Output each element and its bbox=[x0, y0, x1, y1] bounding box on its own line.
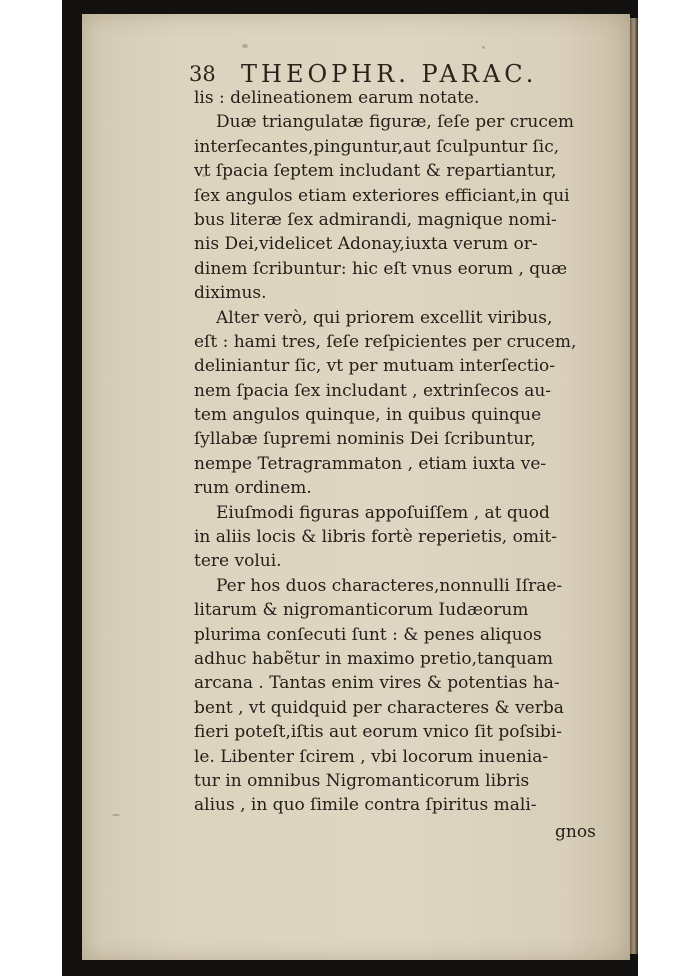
text-line: rum ordinem. bbox=[194, 478, 312, 499]
text-line: fieri poteſt,iſtis aut eorum vnico ſit poſsibi- bbox=[194, 722, 562, 743]
text-line: ſyllabæ ſupremi nominis Dei ſcribuntur, bbox=[194, 429, 536, 450]
page-number: 38 bbox=[189, 62, 216, 86]
text-line: nempe Tetragrammaton , etiam iuxta ve- bbox=[194, 453, 547, 474]
text-line: Duæ triangulatæ figuræ, ſeſe per crucem bbox=[216, 112, 575, 133]
text-line: diximus. bbox=[194, 283, 267, 304]
text-line: Alter verò, qui priorem excellit viribus, bbox=[216, 307, 553, 328]
text-line: adhuc habẽtur in maximo pretio,tanquam bbox=[194, 648, 553, 669]
text-line: tere volui. bbox=[194, 551, 282, 572]
page-fore-edge bbox=[630, 18, 638, 954]
text-line: eſt : hami tres, ſeſe reſpicientes per crucem, bbox=[194, 331, 577, 352]
text-line: vt ſpacia ſeptem includant & repartiantur, bbox=[194, 161, 557, 182]
text-line: bent , vt quidquid per characteres & verba bbox=[194, 697, 564, 718]
text-line: lis : delineationem earum notate. bbox=[194, 88, 480, 108]
text-line: alius , in quo ſimile contra ſpiritus mali- bbox=[194, 795, 537, 816]
paper-speck bbox=[112, 814, 120, 816]
text-line: plurima conſecuti ſunt : & penes aliquos bbox=[194, 624, 542, 645]
text-line: bus literæ ſex admirandi, magnique nomi- bbox=[194, 209, 557, 230]
body-text bbox=[194, 86, 604, 818]
text-line: arcana . Tantas enim vires & potentias ha- bbox=[194, 673, 560, 694]
text-line: ſex angulos etiam exteriores efficiant,in qui bbox=[194, 185, 570, 206]
text-line: dinem ſcribuntur: hic eſt vnus eorum , quæ bbox=[194, 258, 568, 279]
running-head: THEOPHR. PARAC. bbox=[241, 60, 538, 88]
paper-speck bbox=[482, 46, 485, 49]
text-line: le. Libenter ſcirem , vbi locorum inuenia- bbox=[194, 746, 549, 767]
text-line: interſecantes,pinguntur,aut ſculpuntur ſic, bbox=[194, 136, 560, 157]
paper-speck bbox=[242, 44, 248, 48]
text-line: deliniantur ſic, vt per mutuam interſectio- bbox=[194, 356, 556, 377]
text-line: Per hos duos characteres,nonnulli Iſrae- bbox=[216, 575, 563, 596]
text-line: tem angulos quinque, in quibus quinque bbox=[194, 405, 542, 426]
text-line: nis Dei,videlicet Adonay,iuxta verum or- bbox=[194, 234, 538, 255]
text-line: litarum & nigromanticorum Iudæorum bbox=[194, 600, 529, 621]
text-line: tur in omnibus Nigromanticorum libris bbox=[194, 770, 530, 791]
text-line: in aliis locis & libris fortè reperietis, omit- bbox=[194, 527, 557, 548]
catchword: gnos bbox=[555, 822, 596, 842]
text-line: nem ſpacia ſex includant , extrinſecos au- bbox=[194, 380, 552, 401]
text-line: Eiuſmodi figuras appoſuiſſem , at quod bbox=[216, 502, 550, 523]
